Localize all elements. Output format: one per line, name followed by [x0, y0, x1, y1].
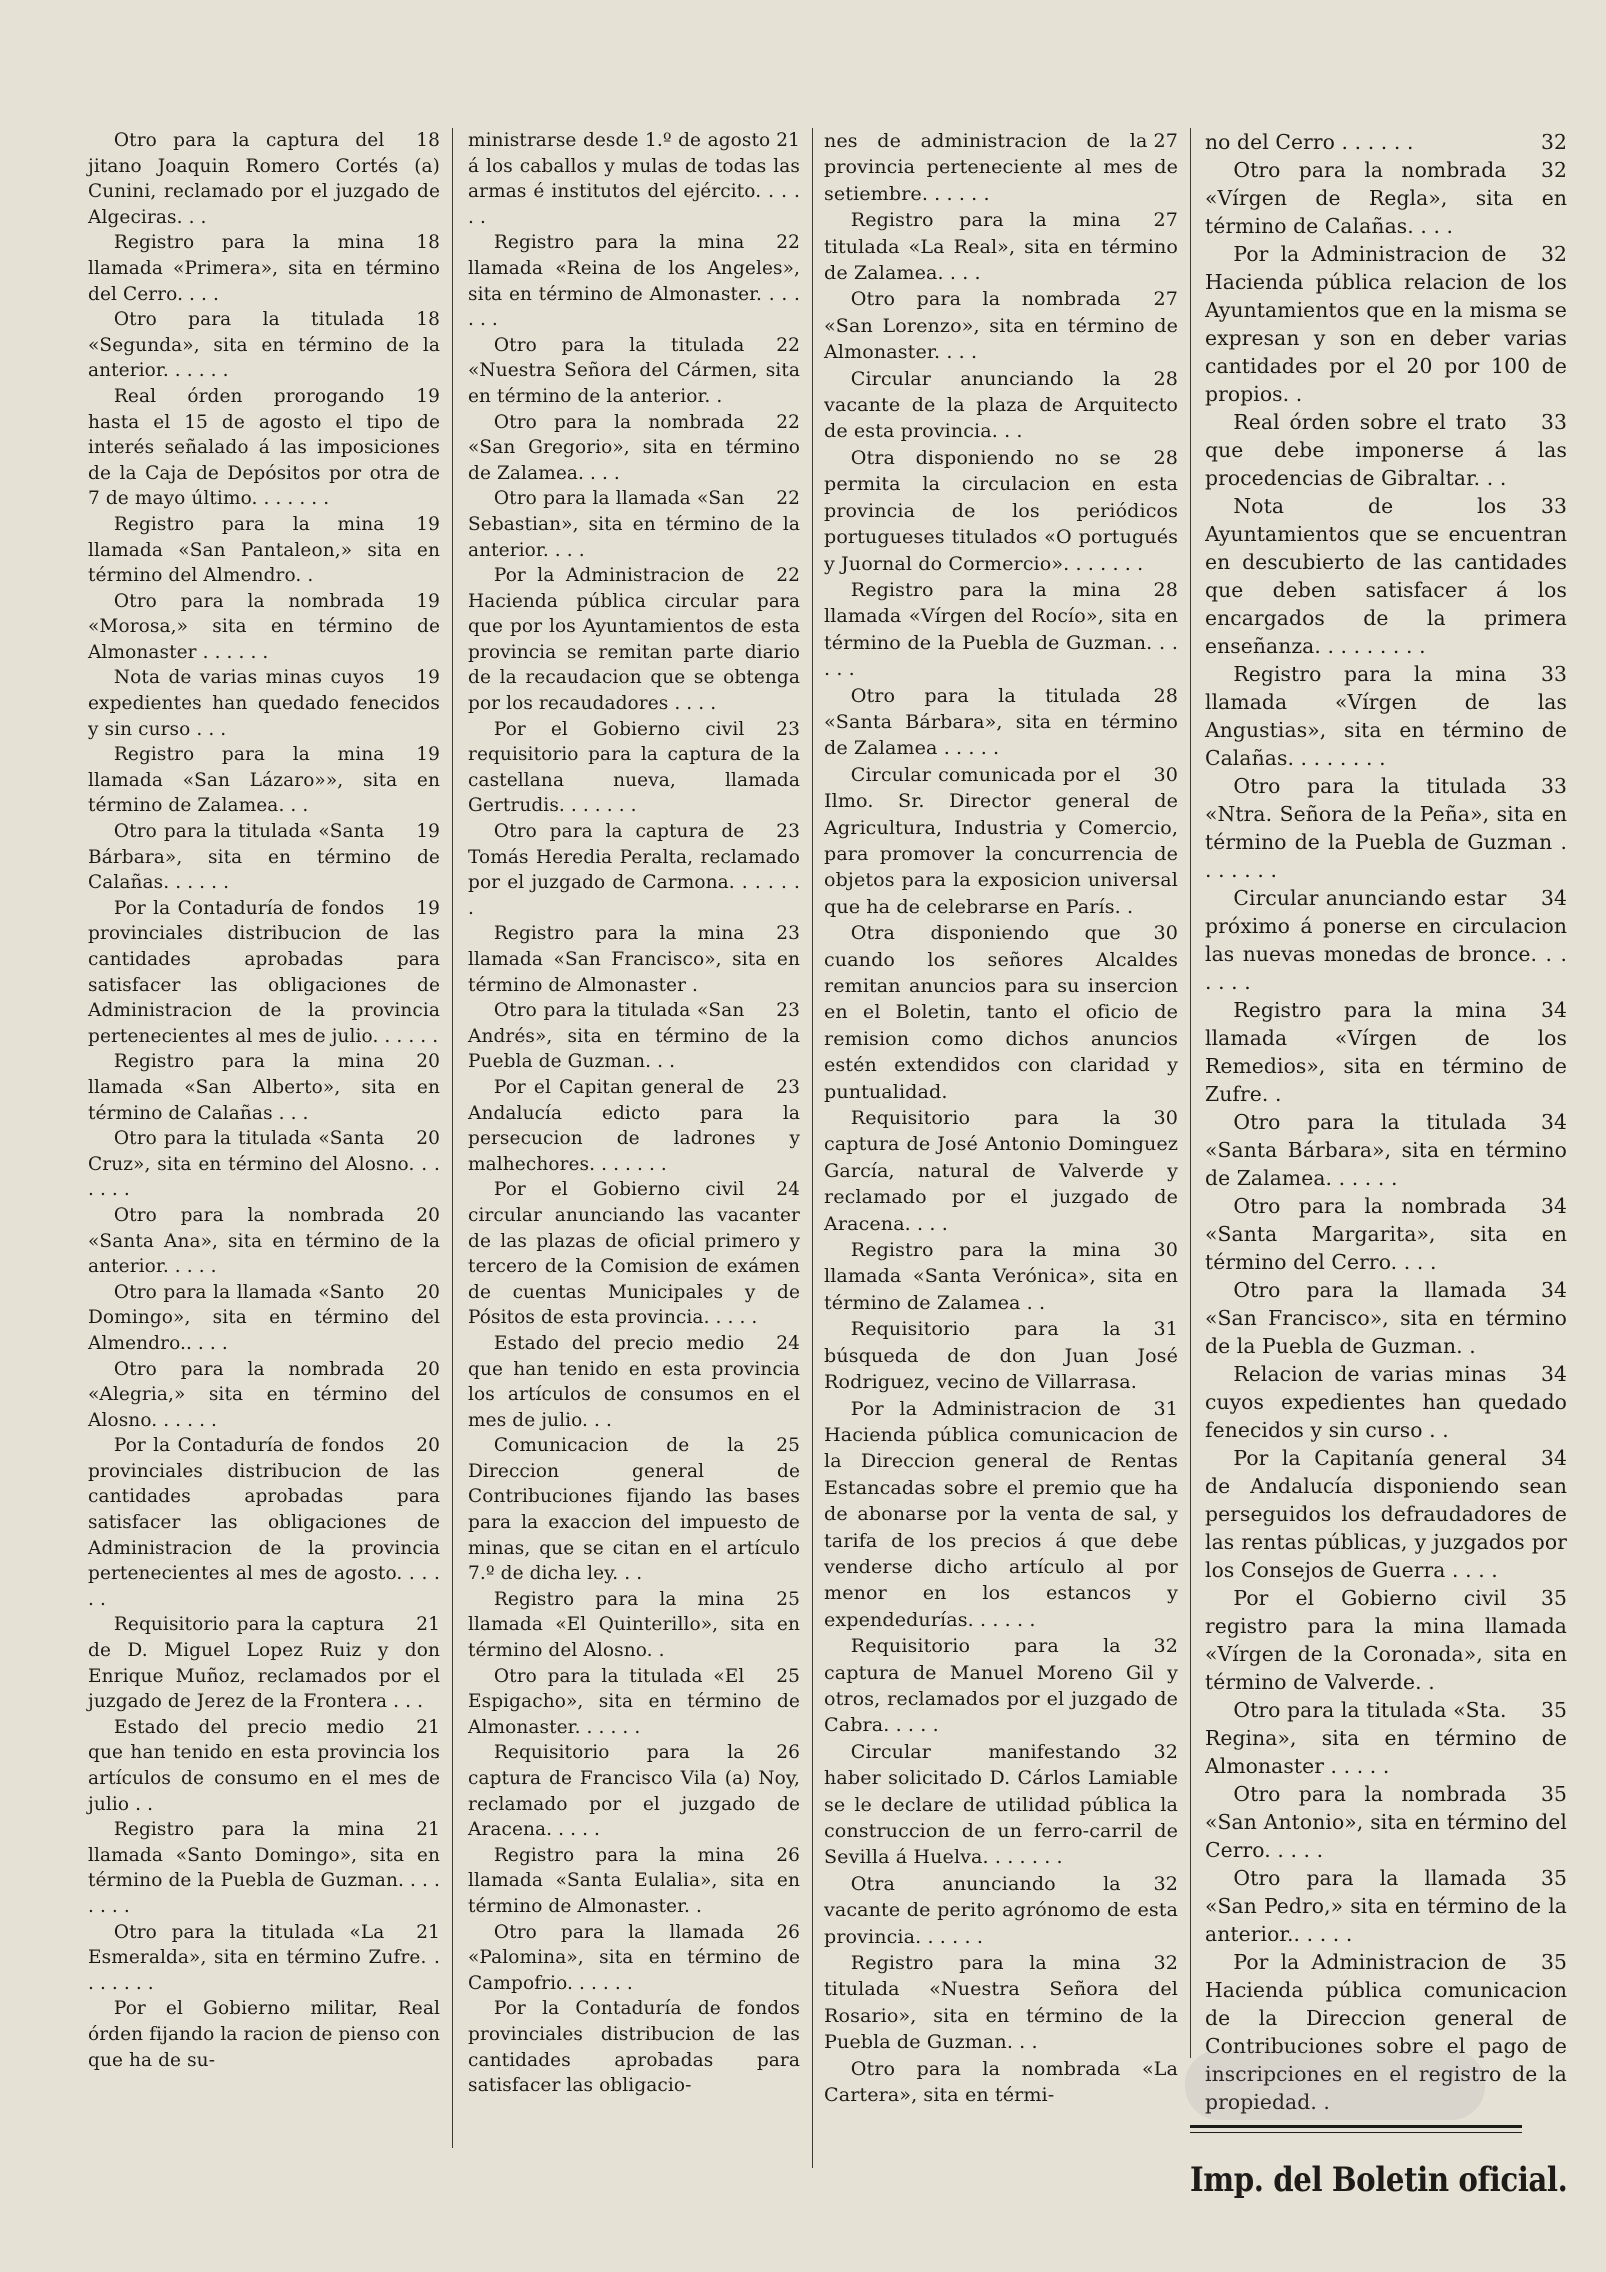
index-entry: [88, 742, 440, 819]
index-entry: [1205, 1192, 1567, 1276]
entry-text: Otro para la llamada «Santo Domingo», sita en término del Almendro.. . . .: [88, 1281, 440, 1354]
page-number: 21: [416, 1614, 440, 1636]
entry-text: Por la Contaduría de fondos provinciales distribucion de las cantidades aprobadas para satisfacer las obligaciones de Administracion de la provincia pertenecientes al mes de agosto. . . . . .: [88, 1435, 440, 1610]
index-entry: [468, 819, 800, 921]
page-number: 21: [416, 1921, 440, 1943]
index-entry: [88, 896, 440, 1050]
index-entry: [1205, 884, 1567, 996]
index-entry: [468, 1843, 800, 1920]
entry-text: Registro para la mina llamada «Santa Verónica», sita en término de Zalamea . .: [824, 1238, 1178, 1314]
index-entry: [88, 819, 440, 896]
index-entry: [824, 577, 1178, 683]
index-column-3: [824, 128, 1178, 2108]
index-entry: [468, 998, 800, 1075]
entry-text: Real órden sobre el trato que debe imponerse á las procedencias de Gibraltar. . .: [1205, 410, 1567, 490]
entry-text: Otro para la titulada «Santa Bárbara», sita en término de Zalamea . . . . .: [824, 683, 1178, 760]
index-entry: [88, 1612, 440, 1714]
page-number: 28: [1153, 577, 1178, 601]
index-entry: [88, 665, 440, 742]
page-number: 28: [1153, 683, 1178, 707]
page-number: 34: [1540, 1446, 1567, 1470]
index-entry: [1205, 408, 1567, 492]
entry-text: Otra disponiendo que cuando los señores Alcaldes remitan anuncios para su insercion en el Boletin, tanto el oficio de remision como dichos anuncios estén extendidos con claridad y puntualidad.: [824, 921, 1178, 1103]
index-entry: [468, 486, 800, 563]
index-entry: [1205, 1864, 1567, 1948]
entry-text: Registro para la mina llamada «San Alberto», sita en término de Calañas . . .: [88, 1051, 440, 1124]
index-column-2: [468, 128, 800, 2099]
page-number: 27: [1153, 287, 1178, 311]
entry-text: Otro para la nombrada «Santa Margarita», sita en término del Cerro. . . .: [1205, 1194, 1567, 1274]
page-number: 23: [776, 1076, 800, 1098]
page-number: 19: [416, 385, 440, 407]
entry-text: Por el Gobierno civil registro para la mina llamada «Vírgen de la Coronada», sita en término de Valverde. .: [1205, 1586, 1567, 1694]
page-number: 20: [416, 1204, 440, 1226]
page-number: 30: [1153, 762, 1178, 786]
page-number: 18: [416, 232, 440, 254]
page-number: 28: [1153, 445, 1178, 469]
entry-text: Registro para la mina llamada «San Francisco», sita en término de Almonaster .: [468, 923, 800, 996]
index-entry: [88, 1817, 440, 1919]
entry-text: Requisitorio para la búsqueda de don Juan José Rodriguez, vecino de Villarrasa.: [824, 1317, 1178, 1394]
page-number: 21: [416, 1819, 440, 1841]
entry-text: Relacion de varias minas cuyos expedientes han quedado fenecidos y sin curso . .: [1205, 1362, 1567, 1442]
page-number: 22: [776, 232, 800, 254]
index-entry: [1205, 128, 1567, 156]
entry-text: Otro para la titulada «Segunda», sita en término de la anterior. . . . . .: [88, 309, 440, 382]
index-entry: [88, 589, 440, 666]
entry-text: Circular manifestando haber solicitado D. Cárlos Lamiable se le declare de utilidad pública la construccion de un ferro-carril de Sevilla á Huelva. . . . . . .: [824, 1739, 1178, 1869]
index-entry: [824, 1396, 1178, 1634]
index-entry: [1205, 772, 1567, 884]
entry-text: Otro para la llamada «San Sebastian», sita en término de la anterior. . . .: [468, 488, 800, 561]
page-number: 19: [416, 513, 440, 535]
index-entry: [468, 717, 800, 819]
index-entry: [468, 410, 800, 487]
entry-text: Nota de varias minas cuyos expedientes han quedado fenecidos y sin curso . . .: [88, 667, 440, 740]
index-column-4: [1205, 128, 1567, 2116]
index-entry: [824, 1739, 1178, 1871]
page-number: 30: [1153, 1238, 1178, 1262]
entry-text: Registro para la mina titulada «La Real», sita en término de Zalamea. . . .: [824, 208, 1178, 285]
page-number: 31: [1153, 1317, 1178, 1341]
index-entry: [824, 1237, 1178, 1316]
entry-text: Registro para la mina llamada «San Lázaro»», sita en término de Zalamea. . .: [88, 744, 440, 817]
page-number: 19: [416, 667, 440, 689]
index-entry: [88, 128, 440, 230]
column-divider: [452, 128, 453, 2148]
entry-text: no del Cerro . . . . . .: [1205, 130, 1414, 154]
index-entry: [468, 1920, 800, 1997]
index-entry: [1205, 660, 1567, 772]
index-entry: [1205, 1360, 1567, 1444]
page-number: 33: [1540, 662, 1567, 686]
entry-text: Por la Capitanía general de Andalucía disponiendo sean perseguidos los defraudadores de las rentas públicas, y juzgados por los Consejos de Guerra . . . .: [1205, 1446, 1567, 1582]
entry-text: Registro para la mina llamada «Santo Domingo», sita en término de la Puebla de Guzman. . . . . . . .: [88, 1819, 440, 1917]
page-number: 34: [1540, 886, 1567, 910]
page-number: 23: [776, 923, 800, 945]
entry-text: Registro para la mina llamada «San Pantaleon,» sita en término del Almendro. .: [88, 513, 440, 587]
page-number: 26: [776, 1844, 800, 1866]
page-number: 26: [776, 1921, 800, 1943]
entry-text: Por la Contaduría de fondos provinciales distribucion de las cantidades aprobadas para satisfacer las obligacio-: [468, 1998, 800, 2097]
index-entry: [88, 307, 440, 384]
entry-text: Otro para la titulada «Santa Cruz», sita en término del Alosno. . . . . . .: [88, 1128, 440, 1201]
entry-text: Otra disponiendo no se permita la circulacion en esta provincia de los periódicos portugueses titulados «O portugués y Juornal do Cormercio». . . . . . .: [824, 445, 1178, 575]
entry-text: Por el Capitan general de Andalucía edicto para la persecucion de ladrones y malhechores. . . . . . .: [468, 1076, 800, 1175]
index-entry: [824, 207, 1178, 286]
entry-text: Requisitorio para la captura de José Antonio Dominguez García, natural de Valverde y reclamado por el juzgado de Aracena. . . .: [824, 1106, 1178, 1235]
index-entry: [468, 1587, 800, 1664]
page-number: 30: [1153, 1106, 1178, 1130]
entry-text: Otro para la nombrada «La Cartera», sita en térmi-: [824, 2056, 1178, 2107]
index-entry: [1205, 156, 1567, 240]
entry-text: Nota de los Ayuntamientos que se encuentran en descubierto de las cantidades que deben satisfacer á los encargados de la primera enseñanza. . . . . . . . .: [1205, 494, 1567, 658]
index-entry: [468, 921, 800, 998]
page-number: 20: [416, 1051, 440, 1073]
page-number: 34: [1540, 1362, 1567, 1386]
entry-text: Requisitorio para la captura de D. Miguel Lopez Ruiz y don Enrique Muñoz, reclamados por el juzgado de Jerez de la Frontera . . .: [88, 1614, 440, 1713]
entry-text: Por el Gobierno civil requisitorio para la captura de la castellana nueva, llamada Gertrudis. . . . . . .: [468, 718, 800, 817]
entry-text: Registro para la mina llamada «Primera», sita en término del Cerro. . . .: [88, 232, 440, 305]
entry-text: Otro para la nombrada «Vírgen de Regla», sita en término de Calañas. . . .: [1205, 158, 1567, 238]
page-number: 32: [1153, 1634, 1178, 1658]
page-number: 18: [416, 130, 440, 151]
index-entry: [88, 512, 440, 589]
entry-text: Otro para la nombrada «San Gregorio», sita en término de Zalamea. . . .: [468, 411, 800, 484]
page-number: 26: [776, 1742, 800, 1764]
page-number: 28: [1153, 366, 1178, 390]
index-entry: [88, 230, 440, 307]
index-entry: [1205, 1444, 1567, 1584]
entry-text: Otro para la titulada «El Espigacho», sita en término de Almonaster. . . . . .: [468, 1665, 800, 1738]
entry-text: Registro para la mina llamada «Vírgen de los Remedios», sita en término de Zufre. .: [1205, 998, 1567, 1106]
entry-text: Real órden prorogando hasta el 15 de agosto el tipo de interés señalado á las imposiciones de la Caja de Depósitos por otra de 7 de mayo último. . . . . . .: [88, 385, 440, 510]
entry-text: Otro para la nombrada «San Lorenzo», sita en término de Almonaster. . . .: [824, 287, 1178, 364]
index-entry: [88, 1920, 440, 1997]
index-entry: [824, 366, 1178, 445]
page-number: 25: [776, 1435, 800, 1457]
entry-text: Por la Administracion de Hacienda pública circular para que por los Ayuntamientos de esta provincia se remitan parte diario de la recaudacion que se obtenga por los recaudadores . . . .: [468, 565, 800, 715]
index-entry: [1205, 1108, 1567, 1192]
page-number: 35: [1540, 1950, 1567, 1974]
index-entry: [468, 230, 800, 332]
page-number: 21: [416, 1716, 440, 1738]
index-entry: [88, 384, 440, 512]
index-entry: [468, 1177, 800, 1331]
index-entry: [468, 1433, 800, 1587]
entry-text: Otro para la captura de Tomás Heredia Peralta, reclamado por el juzgado de Carmona. . . . . . .: [468, 821, 800, 919]
page-number: 27: [1153, 208, 1178, 232]
index-entry: [824, 762, 1178, 920]
entry-text: Otro para la nombrada «Morosa,» sita en término de Almonaster . . . . . .: [88, 590, 440, 663]
page-number: 35: [1540, 1698, 1567, 1722]
entry-text: Otro para la llamada «San Pedro,» sita en término de la anterior.. . . . .: [1205, 1866, 1567, 1946]
page-number: 32: [1153, 1951, 1178, 1975]
entry-text: Registro para la mina llamada «Reina de los Angeles», sita en término de Almonaster. . . . . . .: [468, 232, 800, 331]
ink-stamp: [1185, 2050, 1485, 2120]
index-entry: [468, 128, 800, 230]
index-entry: [468, 1331, 800, 1433]
page-number: 32: [1540, 130, 1567, 154]
index-entry: [88, 1126, 440, 1203]
entry-text: Estado del precio medio que han tenido en esta provincia los artículos de consumo en el mes de julio . .: [88, 1716, 440, 1815]
index-entry: [88, 1357, 440, 1434]
entry-text: Otro para la titulada «Ntra. Señora de la Peña», sita en término de la Puebla de Guzman . . . . . . .: [1205, 774, 1567, 882]
page-number: 21: [776, 130, 800, 151]
entry-text: Por la Contaduría de fondos provinciales distribucion de las cantidades aprobadas para satisfacer las obligaciones de Administracion de la provincia pertenecientes al mes de julio. . . . . .: [88, 897, 440, 1047]
page-number: 19: [416, 744, 440, 766]
entry-text: Registro para la mina llamada «El Quinterillo», sita en término del Alosno. .: [468, 1588, 800, 1662]
page-number: 35: [1540, 1586, 1567, 1610]
entry-text: Por la Administracion de Hacienda pública comunicacion de la Direccion general de Contribuciones sobre el pago de inscripciones en el registro de la propiedad. .: [1205, 1950, 1567, 2114]
index-entry: [468, 1664, 800, 1741]
entry-text: Estado del precio medio que han tenido en esta provincia los artículos de consumos en el mes de julio. . .: [468, 1332, 800, 1431]
page-number: 22: [776, 565, 800, 587]
page-number: 22: [776, 334, 800, 356]
entry-text: Por el Gobierno civil circular anunciando las vacanter de las plazas de oficial primero y tercero de la Comision de exámen de cuentas Municipales y de Pósitos de esta provincia. . . . .: [468, 1179, 800, 1329]
column-divider: [1190, 128, 1191, 2058]
index-entry: [1205, 1696, 1567, 1780]
page-number: 32: [1153, 1871, 1178, 1895]
entry-text: Circular anunciando la vacante de la plaza de Arquitecto de esta provincia. . .: [824, 366, 1178, 443]
index-entry: [1205, 996, 1567, 1108]
index-entry: [824, 920, 1178, 1105]
page-number: 22: [776, 411, 800, 433]
index-entry: [88, 1996, 440, 2073]
index-entry: [468, 563, 800, 717]
index-entry: [468, 1740, 800, 1842]
page-number: 19: [416, 897, 440, 919]
page-number: 19: [416, 821, 440, 843]
entry-text: Otro para la titulada «Sta. Regina», sita en término de Almonaster . . . . .: [1205, 1698, 1567, 1778]
page-number: 32: [1540, 242, 1567, 266]
entry-text: Requisitorio para la captura de Francisco Vila (a) Noy, reclamado por el juzgado de Aracena. . . . .: [468, 1742, 800, 1841]
footer-double-rule: [1190, 2125, 1522, 2133]
page-number: 27: [1153, 129, 1178, 152]
column-divider: [812, 128, 813, 2168]
imprint-line: Imp. del Boletin oficial.: [1190, 2160, 1568, 2200]
entry-text: Otra anunciando la vacante de perito agrónomo de esta provincia. . . . . .: [824, 1871, 1178, 1948]
page-number: 33: [1540, 774, 1567, 798]
page-number: 20: [416, 1358, 440, 1380]
page-number: 23: [776, 821, 800, 843]
index-entry: [1205, 1276, 1567, 1360]
page-number: 19: [416, 590, 440, 612]
index-entry: [824, 286, 1178, 365]
index-entry: [824, 683, 1178, 762]
index-entry: [88, 1203, 440, 1280]
page-number: 32: [1540, 158, 1567, 182]
entry-text: Por la Administracion de Hacienda pública relacion de los Ayuntamientos que en la misma se expresan y son en deber varias cantidades por el 20 por 100 de propios. .: [1205, 242, 1567, 406]
entry-text: Otro para la nombrada «San Antonio», sita en término del Cerro. . . . .: [1205, 1782, 1567, 1862]
entry-text: Registro para la mina llamada «Vírgen de las Angustias», sita en término de Calañas. . . . . . . .: [1205, 662, 1567, 770]
page-number: 22: [776, 488, 800, 510]
page-number: 18: [416, 309, 440, 331]
entry-text: Registro para la mina titulada «Nuestra Señora del Rosario», sita en término de la Puebla de Guzman. . .: [824, 1951, 1178, 2054]
entry-text: Circular anunciando estar próximo á ponerse en circulacion las nuevas monedas de bronce. . . . . . .: [1205, 886, 1567, 994]
page-number: 23: [776, 718, 800, 740]
entry-text: Otro para la llamada «San Francisco», sita en término de la Puebla de Guzman. .: [1205, 1278, 1567, 1358]
index-entry: [824, 1950, 1178, 2056]
page-number: 20: [416, 1281, 440, 1303]
entry-text: Requisitorio para la captura de Manuel Moreno Gil y otros, reclamados por el juzgado de Cabra. . . . .: [824, 1634, 1178, 1737]
entry-text: Por la Administracion de Hacienda pública comunicacion de la Direccion general de Rentas Estancadas sobre el premio que ha de abonarse por la venta de sal, y tarifa de los precios á que debe venderse dicho artículo al por menor en los estancos y expendedurías. . . . . .: [824, 1396, 1178, 1631]
entry-text: Circular comunicada por el Ilmo. Sr. Director general de Agricultura, Industria y Comercio, para promover la concurrencia de objetos para la exposicion universal que ha de celebrarse en París. .: [824, 762, 1178, 918]
index-entry: [824, 1871, 1178, 1950]
index-entry: [468, 333, 800, 410]
page-number: 25: [776, 1588, 800, 1610]
index-entry: [468, 1075, 800, 1177]
index-entry: [1205, 1584, 1567, 1696]
entry-text: Otro para la llamada «Palomina», sita en término de Campofrio. . . . . .: [468, 1921, 800, 1994]
entry-text: Otro para la titulada «Santa Bárbara», sita en término de Calañas. . . . . .: [88, 821, 440, 894]
entry-text: Otro para la titulada «Santa Bárbara», sita en término de Zalamea. . . . . .: [1205, 1110, 1567, 1190]
entry-text: ministrarse desde 1.º de agosto á los caballos y mulas de todas las armas é institutos del ejército. . . . . .: [468, 130, 800, 228]
index-entry: [468, 1996, 800, 2098]
index-entry: [824, 1633, 1178, 1739]
page-number: 33: [1540, 494, 1567, 518]
page-number: 30: [1153, 921, 1178, 945]
index-entry: [1205, 1780, 1567, 1864]
entry-text: Otro para la titulada «La Esmeralda», sita en término Zufre. . . . . . . .: [88, 1921, 440, 1994]
page-number: 25: [776, 1665, 800, 1687]
page-number: 32: [1153, 1739, 1178, 1763]
page-number: 20: [416, 1128, 440, 1150]
index-entry: [824, 128, 1178, 207]
index-entry: [824, 2056, 1178, 2109]
page-number: 34: [1540, 1278, 1567, 1302]
entry-text: Otro para la nombrada «Alegria,» sita en término del Alosno. . . . . .: [88, 1358, 440, 1431]
index-entry: [824, 1316, 1178, 1395]
entry-text: Otro para la nombrada «Santa Ana», sita en término de la anterior. . . . .: [88, 1204, 440, 1278]
index-entry: [824, 445, 1178, 577]
entry-text: nes de administracion de la provincia perteneciente al mes de setiembre. . . . . .: [824, 129, 1178, 205]
page-number: 23: [776, 1000, 800, 1022]
entry-text: Comunicacion de la Direccion general de Contribuciones fijando las bases para la exaccion del impuesto de minas, que se citan en el artículo 7.º de dicha ley. . .: [468, 1435, 800, 1585]
index-entry: [88, 1433, 440, 1612]
entry-text: Otro para la titulada «Nuestra Señora del Cármen, sita en término de la anterior. .: [468, 334, 800, 407]
page-number: 34: [1540, 1194, 1567, 1218]
page-number: 35: [1540, 1866, 1567, 1890]
page-number: 34: [1540, 1110, 1567, 1134]
page-number: 34: [1540, 998, 1567, 1022]
entry-text: Por el Gobierno militar, Real órden fijando la racion de pienso con que ha de su-: [88, 1998, 440, 2071]
entry-text: Registro para la mina llamada «Vírgen del Rocío», sita en término de la Puebla de Guzman. . . . . .: [824, 577, 1178, 681]
entry-text: Registro para la mina llamada «Santa Eulalia», sita en término de Almonaster. .: [468, 1844, 800, 1917]
page-number: 24: [776, 1332, 800, 1354]
page-number: 24: [776, 1179, 800, 1201]
index-entry: [1205, 492, 1567, 660]
index-entry: [88, 1280, 440, 1357]
entry-text: Otro para la titulada «San Andrés», sita en término de la Puebla de Guzman. . .: [468, 1000, 800, 1073]
page-number: 33: [1540, 410, 1567, 434]
page-number: 20: [416, 1435, 440, 1457]
index-entry: [824, 1105, 1178, 1237]
index-entry: [1205, 240, 1567, 408]
page-number: 35: [1540, 1782, 1567, 1806]
index-entry: [88, 1049, 440, 1126]
index-entry: [88, 1715, 440, 1817]
page-number: 31: [1153, 1396, 1178, 1420]
entry-text: Otro para la captura del jitano Joaquin Romero Cortés (a) Cunini, reclamado por el juzgado de Algeciras. . .: [88, 130, 440, 228]
index-column-1: [88, 128, 440, 2073]
